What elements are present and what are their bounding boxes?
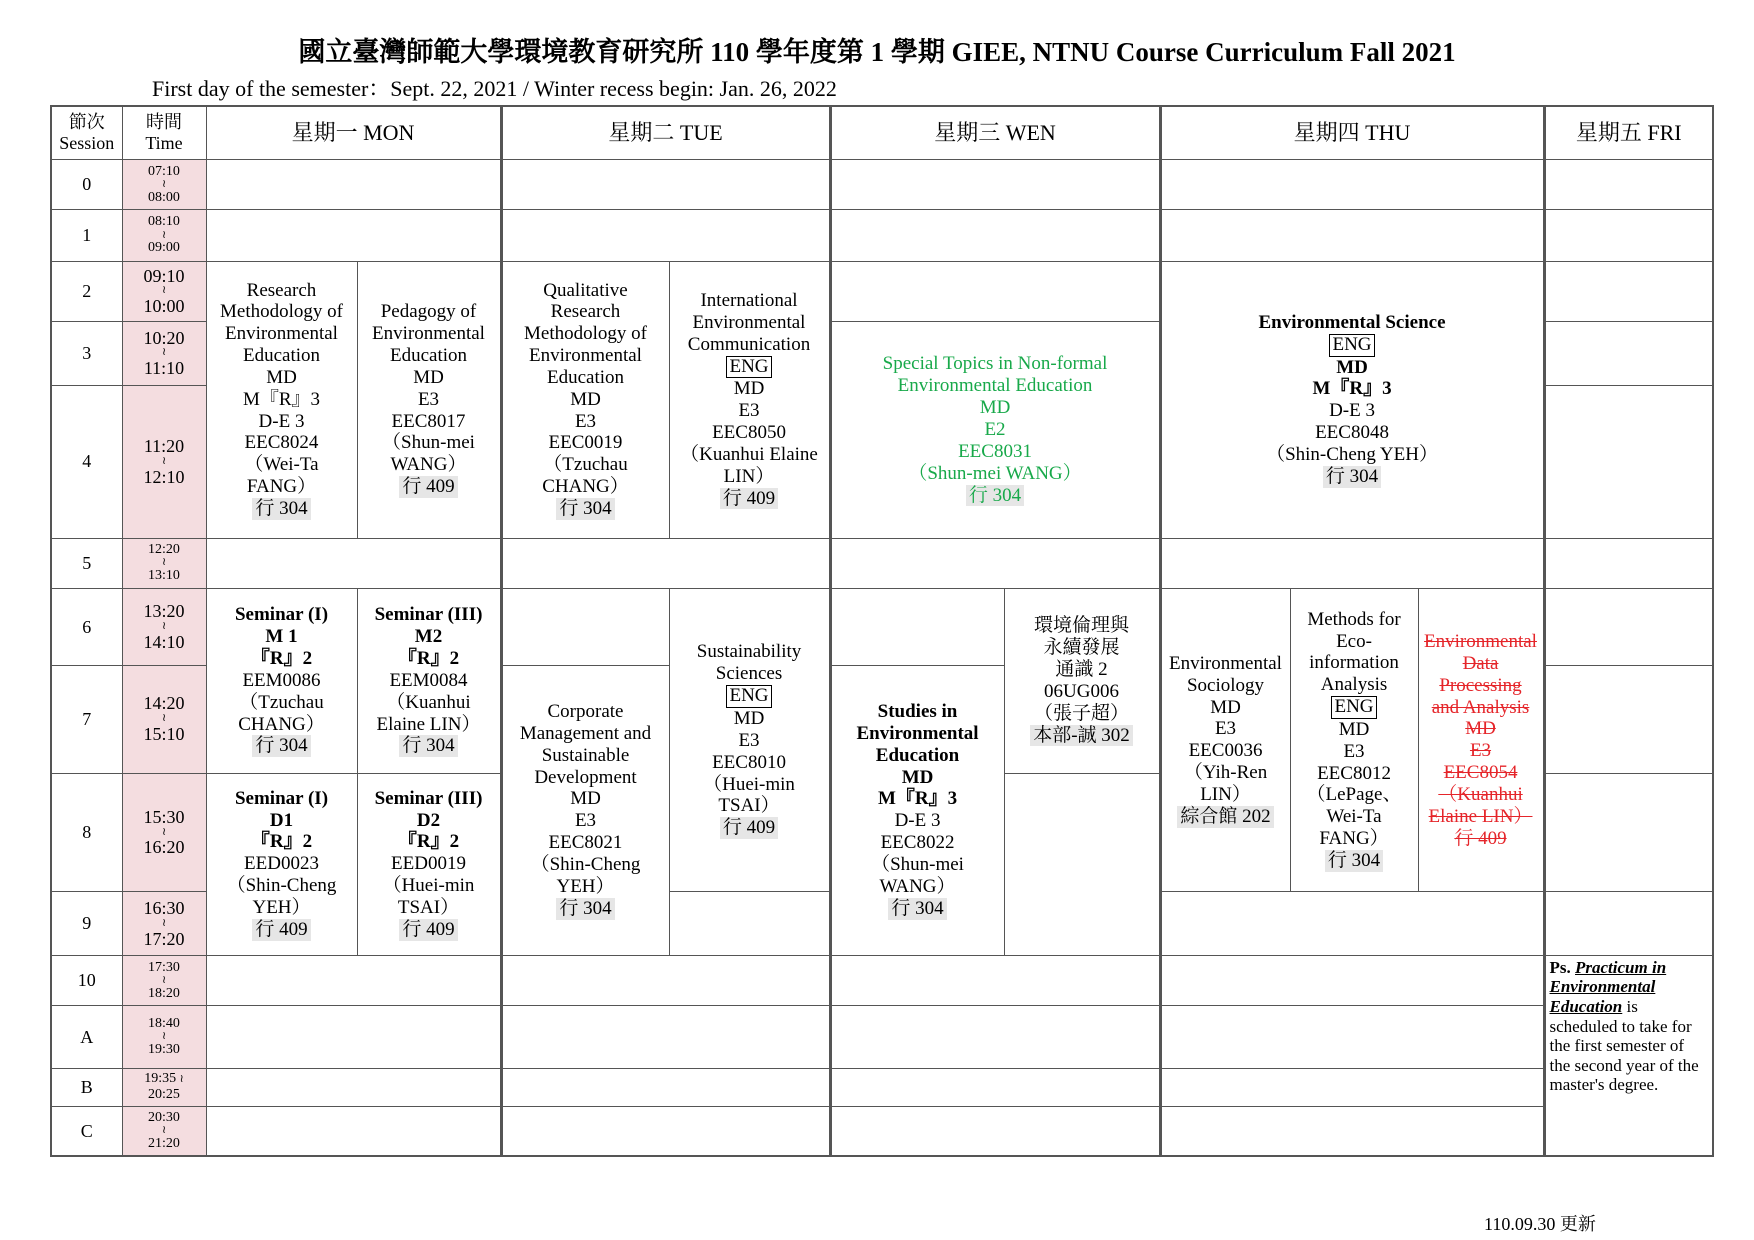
session-header: 節次 Session (51, 106, 122, 159)
session-label: 1 (51, 210, 122, 261)
empty-cell (1160, 210, 1544, 261)
curriculum-table (50, 105, 1714, 1157)
session-row (51, 1107, 1713, 1157)
update-date: 110.09.30 更新 (1484, 1214, 1596, 1234)
empty-cell (1160, 1107, 1544, 1157)
empty-cell (1160, 1068, 1544, 1106)
empty-cell (206, 1107, 501, 1157)
room-label: 行 409 (399, 919, 457, 941)
session-row (51, 210, 1713, 261)
time-cell: 19:35 ≀ 20:25 (122, 1068, 206, 1106)
course-research-methodology: Research Methodology of Environmental Education MD M『R』3 D-E 3 EEC8024 （Wei-Ta FANG） 行 304 (206, 261, 357, 538)
course-env-ethics-sustainable-dev: 環境倫理與 永續發展 通識 2 06UG006 （張子超） 本部-誠 302 (1004, 589, 1160, 773)
empty-cell (501, 955, 830, 1005)
time-cell: 16:30 ≀ 17:20 (122, 892, 206, 955)
course-special-topics-nonformal: Special Topics in Non-formal Environmental Education MD E2 EEC8031 （Shun-mei WANG） 行 304 (830, 322, 1160, 539)
empty-cell (830, 589, 1004, 666)
room-label: 行 304 (966, 485, 1024, 507)
session-label: A (51, 1006, 122, 1068)
empty-cell (1544, 322, 1713, 385)
page-title: 國立臺灣師範大學環境教育研究所 110 學年度第 1 學期 GIEE, NTNU Course Curriculum Fall 2021 (298, 37, 1456, 67)
course-seminar-iii-m2: Seminar (III) M2 『R』2 EEM0084 （Kuanhui Elaine LIN） 行 304 (357, 589, 501, 773)
session-row (51, 955, 1713, 1005)
session-label: C (51, 1107, 122, 1157)
room-label: 行 409 (720, 817, 778, 839)
time-header: 時間 Time (122, 106, 206, 159)
course-sustainability-sciences: Sustainability Sciences ENG MD E3 EEC8010 （Huei-min TSAI） 行 409 (669, 589, 830, 892)
empty-cell (669, 892, 830, 955)
empty-cell (1544, 589, 1713, 666)
eng-badge: ENG (1329, 334, 1374, 357)
friday-header: 星期五 FRI (1544, 106, 1713, 159)
time-cell: 11:20 ≀ 12:10 (122, 385, 206, 538)
header-row (51, 106, 1713, 159)
time-cell: 13:20 ≀ 14:10 (122, 589, 206, 666)
monday-header: 星期一 MON (206, 106, 501, 159)
time-cell: 12:20 ≀ 13:10 (122, 538, 206, 588)
room-label: 行 409 (720, 488, 778, 510)
semester-dates: First day of the semester：Sept. 22, 2021 / Winter recess begin: Jan. 26, 2022 (152, 76, 837, 101)
empty-cell (830, 1107, 1160, 1157)
time-cell: 17:30 ≀ 18:20 (122, 955, 206, 1005)
empty-cell (501, 1006, 830, 1068)
session-label: 5 (51, 538, 122, 588)
empty-cell (1544, 892, 1713, 955)
time-cell: 10:20 ≀ 11:10 (122, 322, 206, 385)
session-label: B (51, 1068, 122, 1106)
empty-cell (1004, 773, 1160, 955)
session-label: 9 (51, 892, 122, 955)
room-label: 行 304 (556, 898, 614, 920)
empty-cell (206, 1006, 501, 1068)
course-seminar-i-d1: Seminar (I) D1 『R』2 EED0023 （Shin-Cheng YEH） 行 409 (206, 773, 357, 955)
course-pedagogy: Pedagogy of Environmental Education MD E3 EEC8017 （Shun-mei WANG） 行 409 (357, 261, 501, 538)
empty-cell (501, 1107, 830, 1157)
session-row (51, 589, 1713, 666)
time-cell: 18:40 ≀ 19:30 (122, 1006, 206, 1068)
eng-badge: ENG (726, 685, 771, 708)
time-cell: 08:10 ≀ 09:00 (122, 210, 206, 261)
empty-cell (1544, 159, 1713, 209)
room-label: 行 409 (252, 919, 310, 941)
room-label: 行 304 (556, 498, 614, 520)
course-env-data-processing-cancelled: Environmental Data Processing and Analysis MD E3 EEC8054 （Kuanhui Elaine LIN） 行 409 (1418, 589, 1544, 892)
session-label: 2 (51, 261, 122, 321)
session-label: 4 (51, 385, 122, 538)
empty-cell (1160, 159, 1544, 209)
empty-cell (1544, 665, 1713, 773)
empty-cell (501, 210, 830, 261)
thursday-header: 星期四 THU (1160, 106, 1544, 159)
room-label: 本部-誠 302 (1030, 725, 1133, 747)
empty-cell (1544, 210, 1713, 261)
wednesday-header: 星期三 WEN (830, 106, 1160, 159)
session-row (51, 538, 1713, 588)
time-cell: 09:10 ≀ 10:00 (122, 261, 206, 321)
session-label: 6 (51, 589, 122, 666)
course-environmental-science: Environmental Science ENG MD M『R』3 D-E 3 EEC8048 （Shin-Cheng YEH） 行 304 (1160, 261, 1544, 538)
empty-cell (830, 261, 1160, 321)
session-label: 8 (51, 773, 122, 892)
eng-badge: ENG (726, 356, 771, 379)
room-label: 行 409 (399, 476, 457, 498)
time-cell: 15:30 ≀ 16:20 (122, 773, 206, 892)
time-cell: 20:30 ≀ 21:20 (122, 1107, 206, 1157)
empty-cell (830, 1068, 1160, 1106)
session-label: 10 (51, 955, 122, 1005)
course-seminar-iii-d2: Seminar (III) D2 『R』2 EED0019 （Huei-min TSAI） 行 409 (357, 773, 501, 955)
course-studies-in-env-education: Studies in Environmental Education MD M『R』3 D-E 3 EEC8022 （Shun-mei WANG） 行 304 (830, 665, 1004, 955)
course-corporate-management: Corporate Management and Sustainable Development MD E3 EEC8021 （Shin-Cheng YEH） 行 304 (501, 665, 669, 955)
empty-cell (1544, 538, 1713, 588)
course-intl-env-communication: International Environmental Communication ENG MD E3 EEC8050 （Kuanhui Elaine LIN） 行 409 (669, 261, 830, 538)
session-row (51, 1006, 1713, 1068)
room-label: 行 304 (399, 735, 457, 757)
empty-cell (206, 1068, 501, 1106)
empty-cell (206, 210, 501, 261)
course-qualitative-research: Qualitative Research Methodology of Environmental Education MD E3 EEC0019 （Tzuchau CHANG） 行 304 (501, 261, 669, 538)
course-seminar-i-m1: Seminar (I) M 1 『R』2 EEM0086 （Tzuchau CHANG） 行 304 (206, 589, 357, 773)
time-cell: 14:20 ≀ 15:10 (122, 665, 206, 773)
empty-cell (501, 538, 830, 588)
time-cell: 07:10 ≀ 08:00 (122, 159, 206, 209)
empty-cell (830, 210, 1160, 261)
empty-cell (1160, 538, 1544, 588)
empty-cell (1544, 385, 1713, 538)
room-label: 行 304 (1323, 466, 1381, 488)
room-label: 行 304 (888, 898, 946, 920)
room-label: 行 304 (252, 498, 310, 520)
empty-cell (501, 159, 830, 209)
empty-cell (1544, 261, 1713, 321)
room-label: 綜合館 202 (1177, 806, 1273, 828)
empty-cell (206, 538, 501, 588)
empty-cell (501, 589, 669, 666)
empty-cell (206, 955, 501, 1005)
empty-cell (1160, 955, 1544, 1005)
room-label: 行 304 (1325, 850, 1383, 872)
course-eco-information-analysis: Methods for Eco- information Analysis ENG MD E3 EEC8012 （LePage、 Wei-Ta FANG） 行 304 (1290, 589, 1418, 892)
session-row (51, 261, 1713, 321)
empty-cell (501, 1068, 830, 1106)
practicum-note: Ps. Practicum in Environmental Education is scheduled to take for the first semester of the second year of the master's degree. (1544, 955, 1713, 1156)
session-label: 7 (51, 665, 122, 773)
empty-cell (1160, 892, 1544, 955)
empty-cell (830, 1006, 1160, 1068)
session-row (51, 159, 1713, 209)
course-environmental-sociology: Environmental Sociology MD E3 EEC0036 （Yih-Ren LIN） 綜合館 202 (1160, 589, 1290, 892)
session-label: 3 (51, 322, 122, 385)
empty-cell (1544, 773, 1713, 892)
session-row (51, 1068, 1713, 1106)
empty-cell (830, 955, 1160, 1005)
session-label: 0 (51, 159, 122, 209)
empty-cell (1160, 1006, 1544, 1068)
tuesday-header: 星期二 TUE (501, 106, 830, 159)
empty-cell (206, 159, 501, 209)
eng-badge: ENG (1331, 696, 1376, 719)
empty-cell (830, 538, 1160, 588)
empty-cell (830, 159, 1160, 209)
room-label: 行 304 (252, 735, 310, 757)
